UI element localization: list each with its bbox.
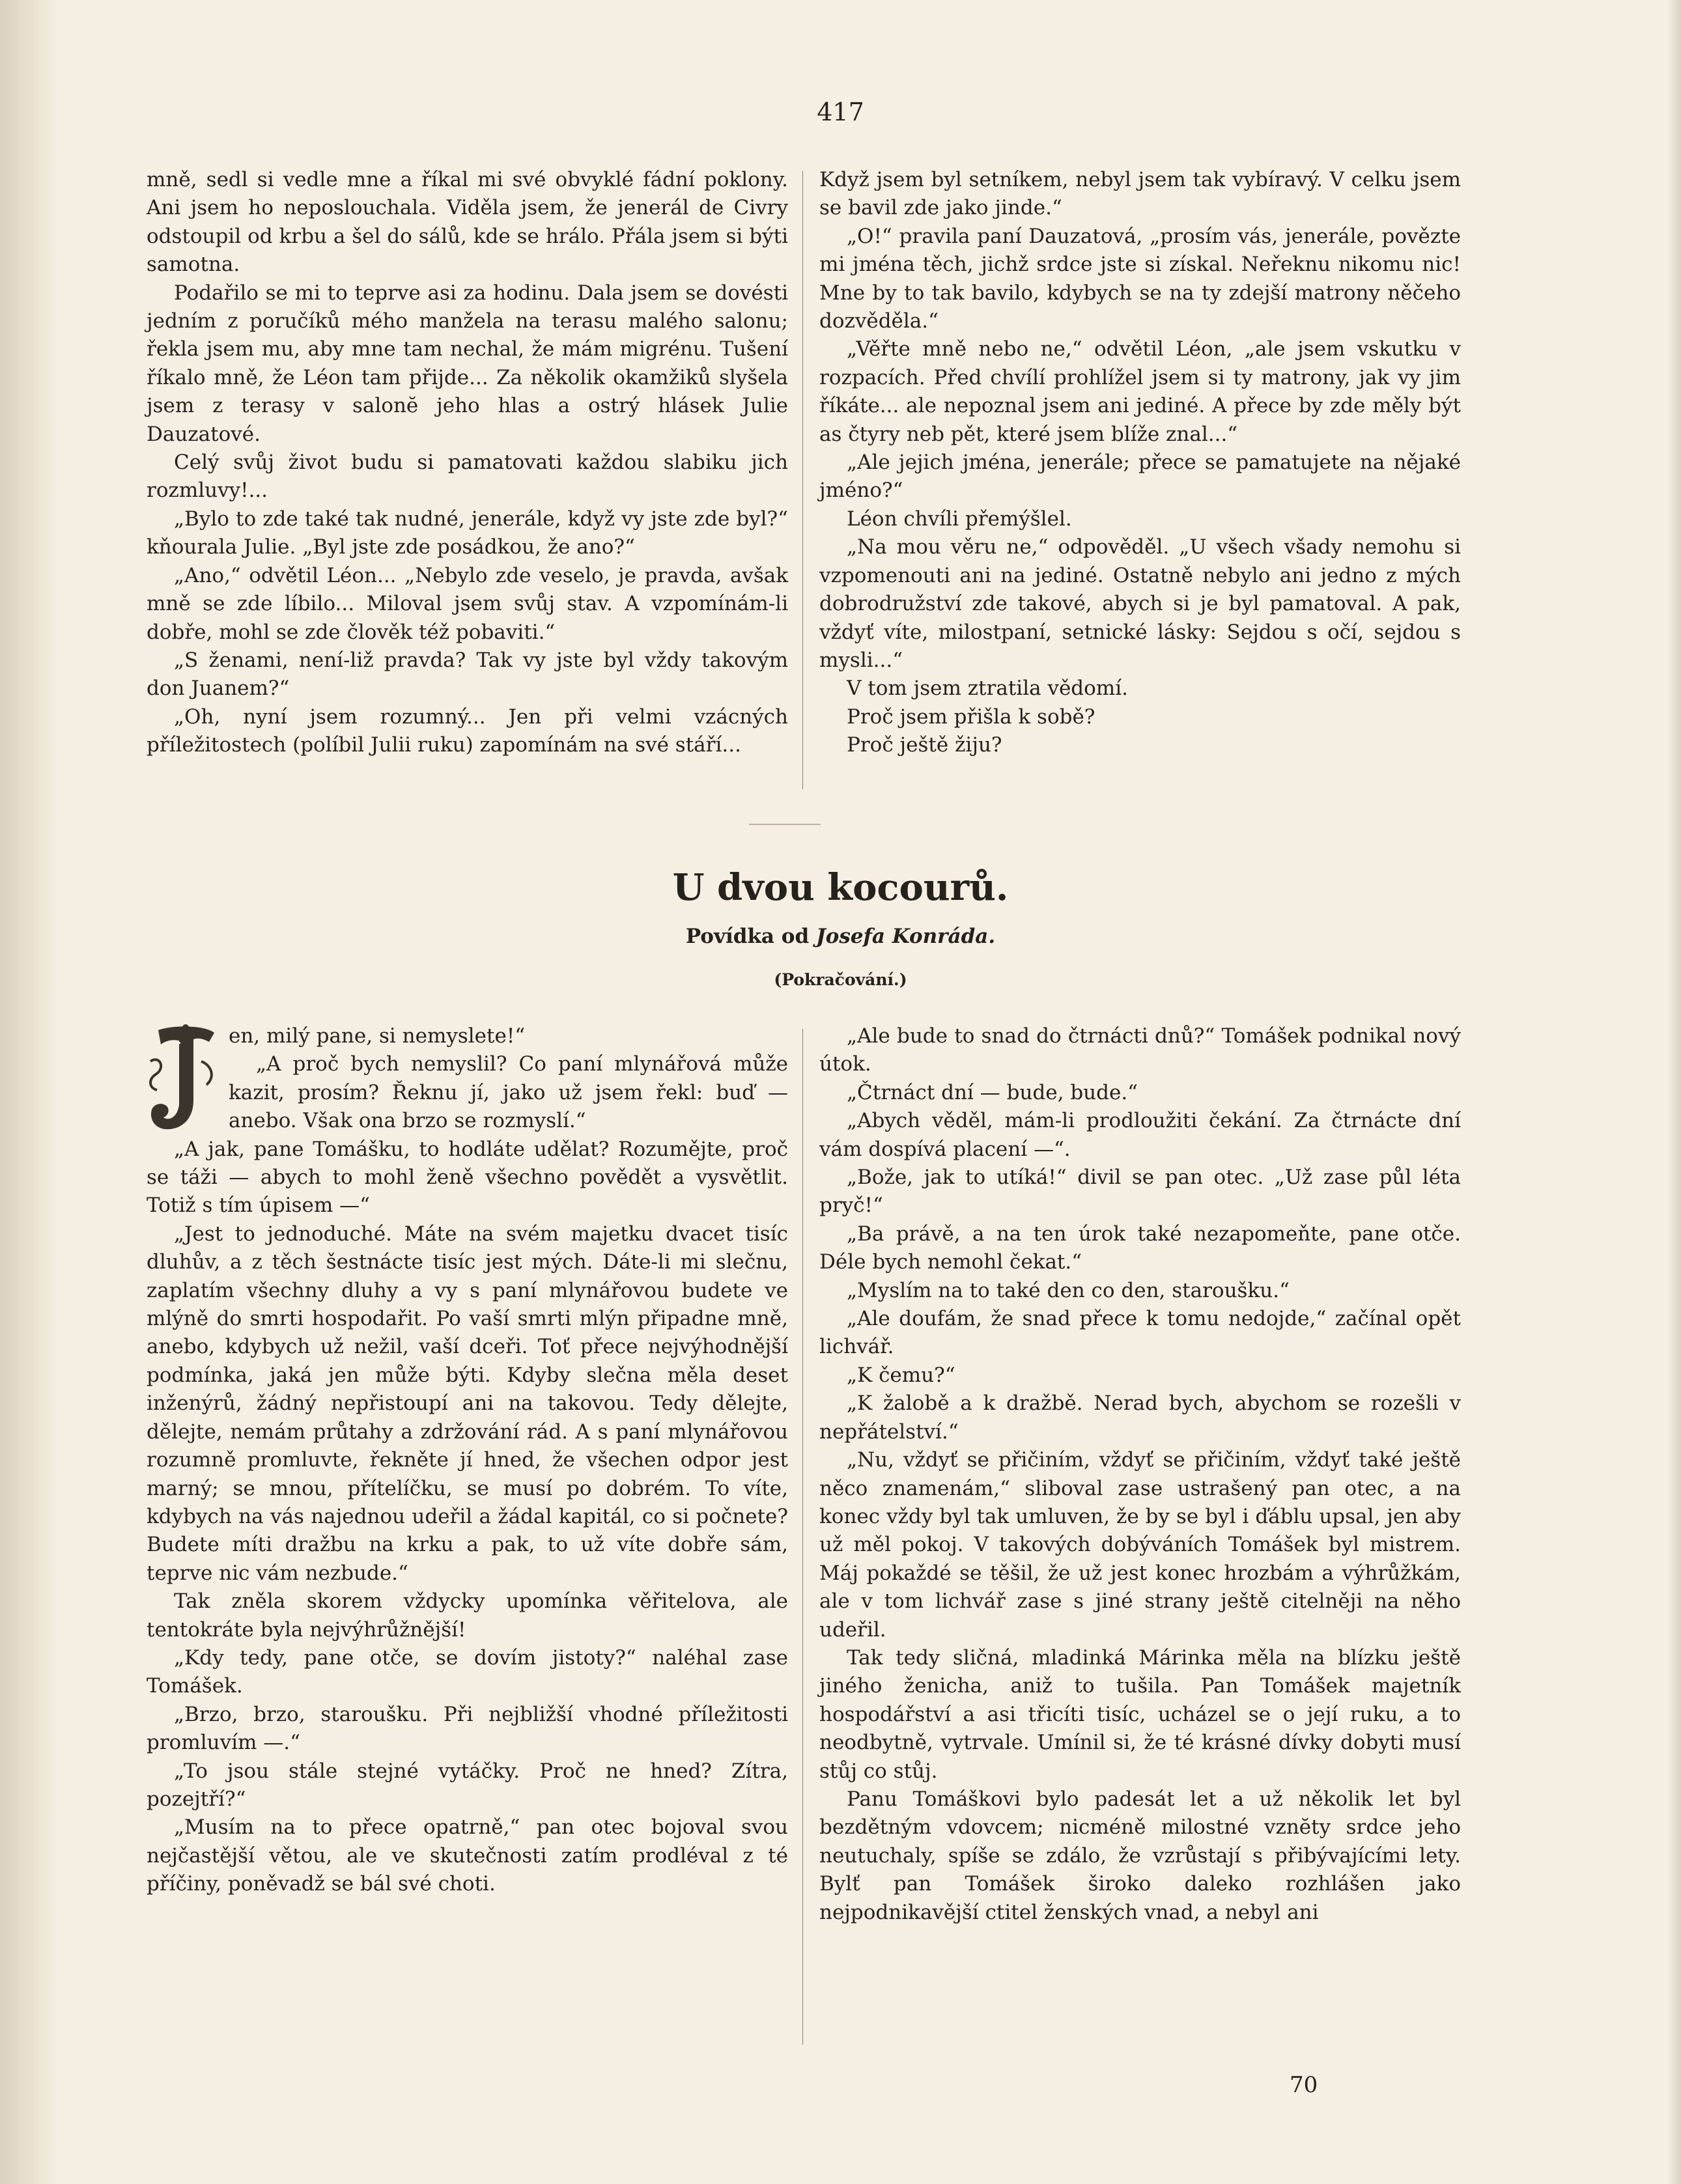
paragraph: Léon chvíli přemýšlel.: [847, 507, 1072, 531]
bottom-right-column: [819, 1022, 1461, 1927]
paragraph: „O!“ pravila paní Dauzatová, „prosím vás, jenerále, povězte mi jména těch, jichž srdce jste si získal. Neřeknu nikomu nic! Mne by to tak bavilo, kdybych se na ty zdejší matrony něčeho dozvěděla.“: [819, 224, 1461, 333]
paragraph: V tom jsem ztratila vědomí.: [847, 677, 1128, 701]
paragraph: „Brzo, brzo, staroušku. Při nejbližší vhodné příležitosti promluvím —.“: [147, 1702, 788, 1755]
paragraph: „K žalobě a k dražbě. Nerad bych, abychom se rozešli v nepřátelství.“: [819, 1392, 1461, 1444]
paragraph: „S ženami, není-liž pravda? Tak vy jste byl vždy takovým don Juanem?“: [147, 648, 788, 701]
paragraph: mně, sedl si vedle mne a říkal mi své obvyklé fádní poklony. Ani jsem ho neposlouchala. Viděla jsem, že jenerál de Civry odstoupil od krbu a šel do sálů, kde se hrálo. Přála jsem si býti samotna.: [147, 168, 788, 277]
paragraph: „Kdy tedy, pane otče, se dovím jistoty?“ naléhal zase Tomášek.: [147, 1645, 788, 1698]
paragraph: „Čtrnáct dní — bude, bude.“: [847, 1080, 1138, 1104]
continued-note: (Pokračování.): [774, 970, 907, 989]
paragraph: „Bylo to zde také tak nudné, jenerále, když vy jste zde byl?“ kňourala Julie. „Byl jste zde posádkou, že ano?“: [147, 507, 788, 559]
paragraph: Podařilo se mi to teprve asi za hodinu. Dala jsem se dovésti jedním z poručíků mého manžela na terasu malého salonu; řekla jsem mu, aby mne tam nechal, že mám migrénu. Tušení říkalo mně, že Léon tam přijde... Za několik okamžiků slyšela jsem z terasy v salonĕ jeho hlas a ostrý hlásek Julie Dauzatové.: [147, 281, 788, 446]
story-byline: [0, 925, 1681, 948]
paragraph: „K čemu?“: [847, 1363, 955, 1387]
paragraph: „Oh, nyní jsem rozumný... Jen při velmi vzácných příležitostech (políbil Julii ruku) zapomínám na své stáří...: [147, 705, 788, 757]
paragraph: „Bože, jak to utíká!“ divil se pan otec. „Už zase půl léta pryč!“: [819, 1166, 1461, 1218]
paragraph: Panu Tomáškovi bylo padesát let a už několik let byl bezdětným vdovcem; nicméně milostné vznĕty srdce jeho neutuchaly, spíše se zdálo, že vzrůstají s přibývajícími lety. Bylť pan Tomášek široko daleko rozhlášen jako nejpodnikavější ctitel ženských vnad, a nebyl ani: [819, 1787, 1461, 1924]
column-rule-top: [802, 171, 803, 789]
paragraph: „Nu, vždyť se přičiním, vždyť se přičiním, vždyť také ještě něco znamenám,“ sliboval zase ustrašený pan otec, a na konec vždy byl tak umluven, že by se byl i ďáblu upsal, jen aby už měl pokoj. V takových dobýváních Tomášek byl mistrem. Máj pokaždé se těšil, že už jest konec hrozbám a výhrůžkám, ale v tom lichvář zase s jiné strany ještě citelněji na něho udeřil.: [819, 1448, 1461, 1642]
paragraph: Celý svůj život budu si pamatovati každou slabiku jich rozmluvy!...: [147, 451, 788, 503]
top-left-column: [147, 166, 788, 760]
page-right-edge: [1667, 0, 1681, 2184]
paragraph: „Jest to jednoduché. Máte na svém majetku dvacet tisíc dluhův, a z těch šestnácte tisíc jest mých. Dáte-li mi slečnu, zaplatím všechny dluhy a vy s paní mlynářovou budete ve mlýně do smrti hospodařit. Po vaší smrti mlýn připadne mně, anebo, kdybych už nežil, vaší dceři. Toť přece nejvýhodnější podmínka, jaká jen může býti. Kdyby slečna měla deset inženýrů, žádný nepřistoupí ani na takovou. Tedy dělejte, dělejte, nemám průtahy a zdržování rád. A s paní mlynářovou rozumně promluvte, řekněte jí hned, že všechen odpor jest marný; se mnou, přítelíčku, se musí po dobrém. To víte, kdybych na vás najednou udeřil a žádal kapitál, co si počnete? Budete míti dražbu na krku a pak, to už víte dobře sám, teprve nic vám nezbude.“: [147, 1222, 788, 1585]
paragraph: Když jsem byl setníkem, nebyl jsem tak vybíravý. V celku jsem se bavil zde jako jinde.“: [819, 168, 1461, 220]
paragraph: „Ale doufám, že snad přece k tomu nedojde,“ začínal opět lichvář.: [819, 1307, 1461, 1359]
paragraph: „Ba právě, a na ten úrok také nezapomeňte, pane otče. Déle bych nemohl čekat.“: [819, 1222, 1461, 1274]
paragraph: „Ale jejich jména, jenerále; přece se pamatujete na nějaké jméno?“: [819, 451, 1461, 503]
paragraph: Tak zněla skorem vždycky upomínka věřitelova, ale tentokráte byla nejvýhrůžnější!: [147, 1589, 788, 1642]
paragraph: „Abych věděl, mám-li prodloužiti čekání. Za čtrnácte dní vám dospívá placení —“.: [819, 1109, 1461, 1161]
paragraph: Proč jsem přišla k sobě?: [847, 705, 1095, 729]
page-binding-edge: [0, 0, 59, 2184]
paragraph: „To jsou stále stejné vytáčky. Proč ne hned? Zítra, pozejtří?“: [147, 1759, 788, 1811]
section-separator: [749, 824, 821, 825]
paragraph: „Myslím na to také den co den, staroušku.“: [847, 1278, 1290, 1302]
paragraph: Tak tedy sličná, mladinká Márinka měla na blízku ještě jiného ženicha, aniž to tušila. Pan Tomášek majetník hospodářství a asi třicíti tisíc, ucházel se o její ruku, a to neodbytně, vytrvale. Umínil si, že té krásné dívky dobyti musí stůj co stůj.: [819, 1645, 1461, 1783]
paragraph-first: en, milý pane, si nemyslete!“: [229, 1024, 526, 1048]
paragraph: „Ano,“ odvětil Léon... „Nebylo zde veselo, je pravda, avšak mně se zde líbilo... Miloval jsem svůj stav. A vzpomínám-li dobře, mohl se zde člověk též pobaviti.“: [147, 563, 788, 644]
byline-prefix: Povídka od: [685, 925, 810, 948]
page-number: 417: [817, 98, 864, 126]
column-rule-bottom: [802, 1029, 803, 2045]
dropcap-j-icon: [147, 1022, 223, 1134]
folio-number: 70: [1290, 2072, 1318, 2098]
paragraph: „Musím na to přece opatrně,“ pan otec bojoval svou nejčastější větou, ale ve skutečnosti zatím prodléval z té příčiny, poněvadž se bál své choti.: [147, 1815, 788, 1896]
paragraph: „Věřte mně nebo ne,“ odvětil Léon, „ale jsem vskutku v rozpacích. Před chvílí prohlížel jsem si ty matrony, jak vy jim říkáte... ale nepoznal jsem ani jediné. A přece by zde měly být as čtyry neb pět, které jsem blíže znal...“: [819, 337, 1461, 446]
paragraph: „A jak, pane Tomášku, to hodláte udělat? Rozumějte, proč se táži — abych to mohl ženě všechno povědět a vysvětlit. Totiž s tím úpisem —“: [147, 1137, 788, 1218]
top-right-column: [819, 166, 1461, 760]
story-author: Josefa Konráda.: [815, 925, 996, 948]
dropcap-ornament: [147, 1022, 223, 1134]
paragraph: Proč ještě žiju?: [847, 733, 1002, 757]
story-title: U dvou kocourů.: [672, 866, 1009, 909]
paragraph: „Ale bude to snad do čtrnácti dnů?“ Tomášek podnikal nový útok.: [819, 1024, 1461, 1076]
paragraph: „A proč bych nemyslil? Co paní mlynářová může kazit, prosím? Řeknu jí, jako už jsem řekl: buď — anebo. Však ona brzo se rozmyslí.“: [229, 1052, 788, 1133]
bottom-left-column: [147, 1022, 788, 1899]
paragraph: „Na mou věru ne,“ odpověděl. „U všech všady nemohu si vzpomenouti ani na jediné. Ostatně nebylo ani jedno z mých dobrodružství zde takové, abych si je byl pamatoval. A pak, vždyť víte, milostpaní, setnické lásky: Sejdou s očí, sejdou s mysli...“: [819, 535, 1461, 672]
